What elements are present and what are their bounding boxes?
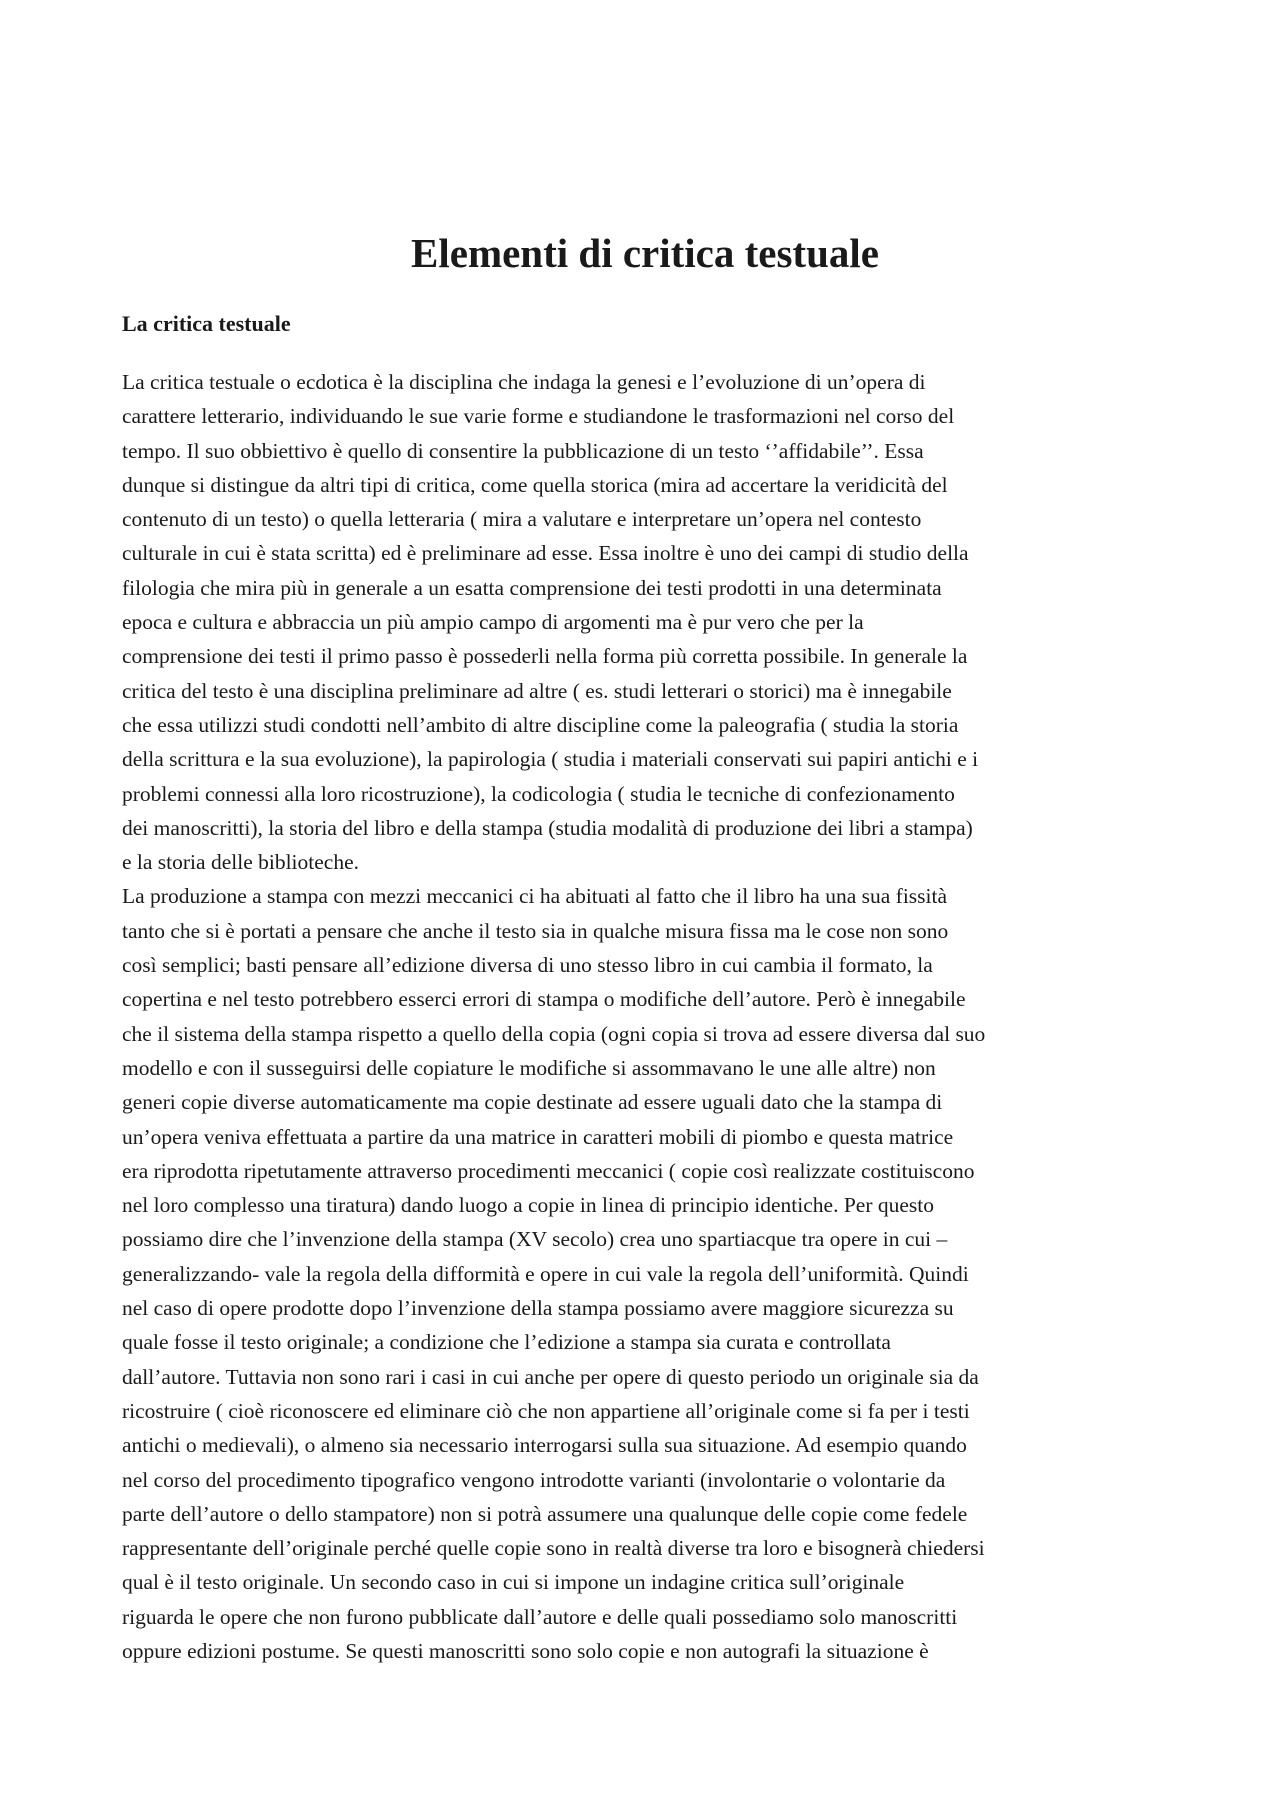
text-line: contenuto di un testo) o quella letteraria ( mira a valutare e interpretare un’opera nel contesto: [122, 507, 922, 532]
text-line: possiamo dire che l’invenzione della stampa (XV secolo) crea uno spartiacque tra opere in cui –: [122, 1227, 948, 1252]
text-line: nel caso di opere prodotte dopo l’invenzione della stampa possiamo avere maggiore sicurezza su: [122, 1296, 954, 1321]
text-line: generi copie diverse automaticamente ma copie destinate ad essere uguali dato che la stampa di: [122, 1090, 943, 1115]
text-line: La critica testuale o ecdotica è la disciplina che indaga la genesi e l’evoluzione di un’opera di: [122, 370, 926, 394]
text-line: che essa utilizzi studi condotti nell’ambito di altre discipline come la paleografia ( studia la storia: [122, 712, 959, 737]
text-line: quale fosse il testo originale; a condizione che l’edizione a stampa sia curata e controllata: [122, 1330, 891, 1355]
text-line: antichi o medievali), o almeno sia necessario interrogarsi sulla sua situazione. Ad esempio quando: [122, 1433, 967, 1458]
text-line: dei manoscritti), la storia del libro e della stampa (studia modalità di produzione dei libri a stampa): [122, 815, 973, 840]
text-line: parte dell’autore o dello stampatore) non si potrà assumere una qualunque delle copie come fedele: [122, 1501, 968, 1526]
text-line: copertina e nel testo potrebbero esserci errori di stampa o modifiche dell’autore. Però è innegabile: [122, 987, 966, 1012]
body-text: [122, 365, 1162, 1668]
text-line: dunque si distingue da altri tipi di critica, come quella storica (mira ad accertare la veridicità del: [122, 472, 948, 497]
text-line: critica del testo è una disciplina preliminare ad altre ( es. studi letterari o storici) ma è innegabile: [122, 678, 952, 703]
text-line: tempo. Il suo obbiettivo è quello di consentire la pubblicazione di un testo ‘’affidabile’’. Essa: [122, 438, 924, 463]
text-line: problemi connessi alla loro ricostruzione), la codicologia ( studia le tecniche di confezionamento: [122, 781, 955, 806]
text-line: era riprodotta ripetutamente attraverso procedimenti meccanici ( copie così realizzate costituiscono: [122, 1158, 975, 1183]
text-line: dall’autore. Tuttavia non sono rari i casi in cui anche per opere di questo periodo un originale sia da: [122, 1364, 979, 1389]
text-line: comprensione dei testi il primo passo è possederli nella forma più corretta possibile. In generale la: [122, 644, 968, 669]
text-line: epoca e cultura e abbraccia un più ampio campo di argomenti ma è pur vero che per la: [122, 610, 864, 635]
text-line: della scrittura e la sua evoluzione), la papirologia ( studia i materiali conservati sui papiri antichi e i: [122, 747, 979, 772]
text-line: carattere letterario, individuando le sue varie forme e studiandone le trasformazioni nel corso del: [122, 404, 955, 429]
text-line: culturale in cui è stata scritta) ed è preliminare ad esse. Essa inoltre è uno dei campi di studio della: [122, 541, 969, 566]
text-line: nel loro complesso una tiratura) dando luogo a copie in linea di principio identiche. Per questo: [122, 1193, 935, 1218]
text-line: che il sistema della stampa rispetto a quello della copia (ogni copia si trova ad essere diversa dal suo: [122, 1021, 986, 1046]
text-line: filologia che mira più in generale a un esatta comprensione dei testi prodotti in una determinata: [122, 575, 942, 600]
text-line: così semplici; basti pensare all’edizione diversa di uno stesso libro in cui cambia il formato, la: [122, 953, 933, 978]
text-line: rappresentante dell’originale perché quelle copie sono in realtà diverse tra loro e bisognerà chiedersi: [122, 1536, 985, 1561]
text-line: qual è il testo originale. Un secondo caso in cui si impone un indagine critica sull’originale: [122, 1570, 905, 1595]
text-line: e la storia delle biblioteche.: [122, 850, 360, 875]
text-line: modello e con il susseguirsi delle copiature le modifiche si assommavano le une alle altre) non: [122, 1055, 936, 1080]
text-line: tanto che si è portati a pensare che anche il testo sia in qualche misura fissa ma le cose non sono: [122, 918, 949, 943]
text-line: riguarda le opere che non furono pubblicate dall’autore e delle quali possediamo solo manoscritti: [122, 1604, 958, 1629]
text-line: La produzione a stampa con mezzi meccanici ci ha abituati al fatto che il libro ha una sua fissità: [122, 884, 948, 909]
text-line: oppure edizioni postume. Se questi manoscritti sono solo copie e non autografi la situazione è: [122, 1638, 929, 1663]
text-line: un’opera veniva effettuata a partire da una matrice in caratteri mobili di piombo e questa matrice: [122, 1124, 954, 1149]
text-line: nel corso del procedimento tipografico vengono introdotte varianti (involontarie o volontarie da: [122, 1467, 946, 1492]
text-line: ricostruire ( cioè riconoscere ed eliminare ciò che non appartiene all’originale come si fa per i testi: [122, 1398, 970, 1423]
section-heading: La critica testuale: [122, 311, 291, 336]
page-title: Elementi di critica testuale: [411, 230, 879, 276]
text-line: generalizzando- vale la regola della difformità e opere in cui vale la regola dell’uniformità. Quindi: [122, 1261, 969, 1286]
